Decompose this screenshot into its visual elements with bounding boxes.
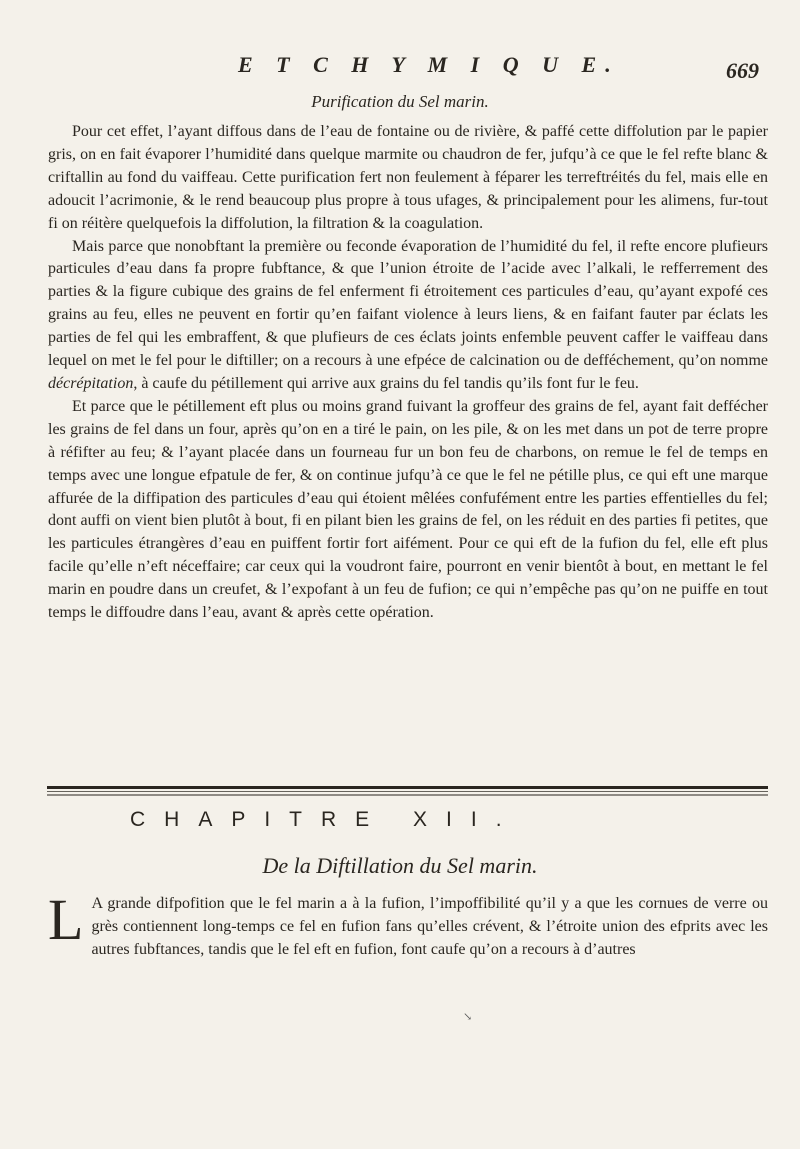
running-head — [0, 48, 800, 84]
rule-bar — [47, 791, 768, 792]
paragraph-text: Mais parce que nonobftant la première ou feconde évaporation de l’humidité du fel, il refte encore plufieurs particules d’eau dans fa propre fubftance, & que l’union étroite de l’acide avec l’alkali, le refferrement des parties & la figure cubique des grains de fel enferment fi étroitement ces particules d’eau, qu’ayant expofé ces grains au feu, elles ne peuvent en fortir qu’en faifant violence à leurs liens, & en faifant fauter par éclats les parties de fel qui les embraffent, & que plufieurs de ces éclats joints enfemble peuvent caffer le vaiffeau dans lequel on met le fel pour le diftiller; on a recours à une efpéce de calcination ou de defféchement, qu’on nomme — [48, 237, 768, 370]
section-heading: Purification du Sel marin. — [311, 92, 489, 111]
body-text-section-1 — [48, 121, 768, 625]
stray-ink-mark: ↘ — [463, 1010, 473, 1023]
running-title: E T C H Y M I Q U E. — [238, 52, 620, 77]
paragraph: Et parce que le pétillement eft plus ou moins grand fuivant la groffeur des grains de fel, ayant fait deffécher les grains de fel dans un four, après qu’on en a tiré le pain, on les pile, & on les met dans un pot de terre propre à réfifter au feu; & l’ayant placée dans un fourneau fur un bon feu de charbons, on remue le fel de temps en temps avec une longue efpatule de fer, & on continue jufqu’à ce que le fel ne pétille plus, ce qui eft une marque affurée de la diffipation des particules d’eau qui étoient mêlées confufément entre les parties effentielles du fel; dont auffi on vient bien plutôt à bout, fi en pilant bien les grains de fel, on les réduit en des parties fi petites, que les particules étrangères d’eau en puiffent fortir fort aifément. Pour ce qui eft de la fufion du fel, elle eft plus facile qu’elle n’eft néceffaire; car ceux qui la voudront faire, pourront en venir bientôt à bout, en mettant le fel marin en poudre dans un creufet, & l’expofant à un feu de fufion; ce qui n’empêche pas qu’on ne puiffe en tout temps le diffoudre dans l’eau, avant & après cette opération. — [48, 397, 768, 622]
drop-cap: L — [48, 887, 84, 952]
chapter-title: CHAPITRE XII. — [130, 808, 521, 831]
page-number: 669 — [726, 58, 759, 83]
paragraph — [48, 236, 768, 396]
rule-bar — [47, 786, 768, 789]
paragraph-text: , à caufe du pétillement qui arrive aux grains du fel tandis qu’ils font fur le feu. — [133, 374, 639, 392]
paragraph: Pour cet effet, l’ayant diffous dans de l’eau de fontaine ou de rivière, & paffé cette diffolution par le papier gris, on en fait évaporer l’humidité dans quelque marmite ou chaudron de fer, jufqu’à ce que le fel refte blanc & criftallin au fond du vaiffeau. Cette purification fert non feulement à féparer les terreftréités du fel, mais elle en adoucit l’acrimonie, & le rend beaucoup plus propre à tous ufages, & principalement pour les alimens, fur-tout fi on réitère quelquefois la diffolution, la filtration & la coagulation. — [48, 123, 768, 232]
body-text-section-2 — [48, 887, 768, 962]
italic-term: décrépitation — [48, 374, 134, 392]
chapter-subtitle: De la Diftillation du Sel marin. — [262, 853, 538, 878]
rule-bar — [47, 794, 768, 796]
ornament-rule — [47, 786, 768, 798]
paragraph — [48, 887, 768, 962]
paragraph-text: A grande difpofition que le fel marin a à la fufion, l’impoffibilité qu’il y a que les cornues de verre ou grès contiennent long-temps ce fel en fufion fans qu’elles crévent, & l’étroite union des efprits avec les autres fubftances, tandis que le fel eft en fufion, font caufe qu’on a recours à d’autres — [91, 895, 768, 958]
